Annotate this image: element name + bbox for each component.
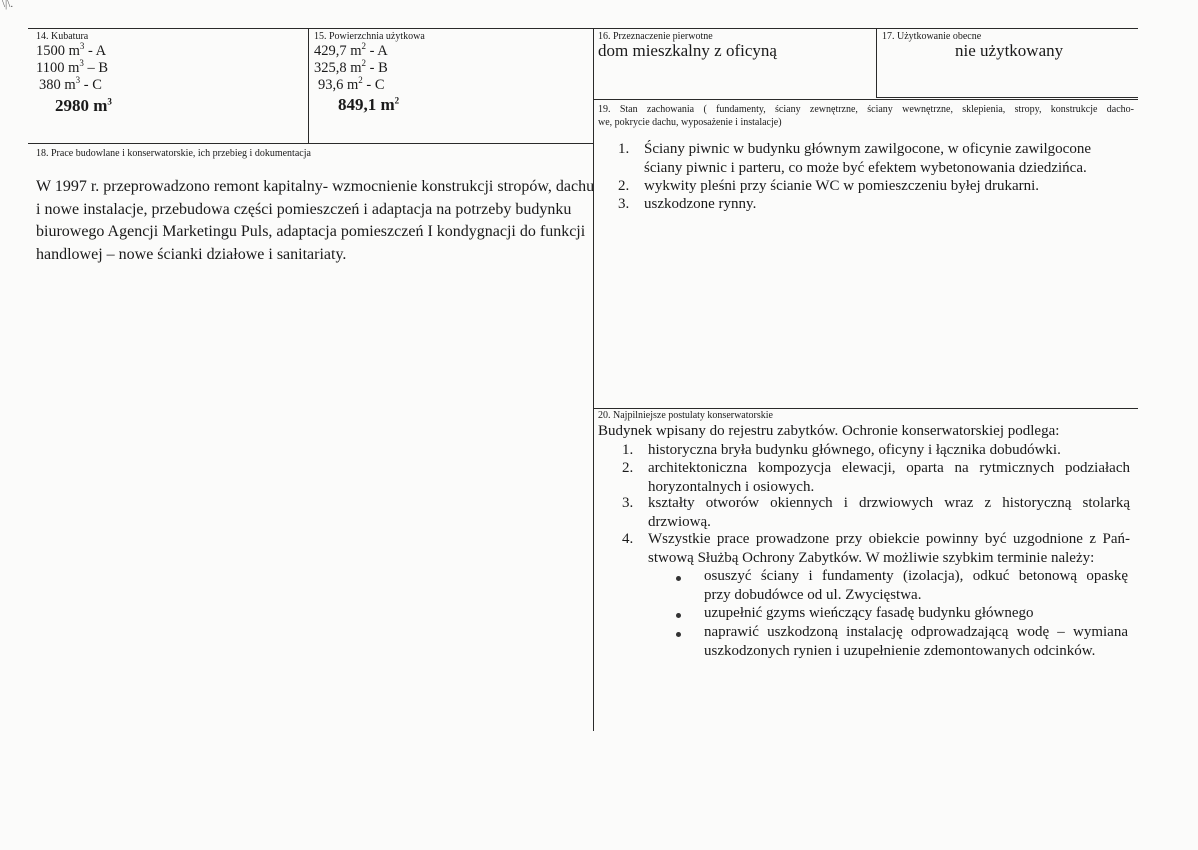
- field-17-value: nie użytkowany: [955, 41, 1064, 60]
- center-divider: [593, 28, 594, 731]
- divider-14-15: [308, 28, 309, 143]
- field-15-label: 15. Powierzchnia użytkowa: [314, 31, 425, 42]
- field-19-label: 19. Stan zachowania ( fundamenty, ściany zewnętrzne, ściany wewnętrzne, sklepienia, stropy, konstrukcje dacho- we, pokrycie dachu, wyposażenie i instalacje): [598, 104, 1134, 128]
- bullet-dot-3: [676, 632, 681, 637]
- field-17-label: 17. Użytkowanie obecne: [882, 31, 982, 42]
- divider-16-17: [876, 28, 877, 98]
- field-16-label: 16. Przeznaczenie pierwotne: [598, 31, 713, 42]
- rule-19-top: [593, 99, 1138, 100]
- f20-item-3: 3. kształty otworów okiennych i drzwiowych wraz z historyczną stolarką drzwiową.: [622, 495, 1130, 530]
- f15-total: 849,1 $m^2$: [338, 95, 400, 114]
- field-16-value: dom mieszkalny z oficyną: [598, 41, 777, 60]
- f20-intro: Budynek wpisany do rejestru zabytków. Ochronie konserwatorskiej podlega:: [598, 423, 1060, 439]
- f20-item-4: 4. Wszystkie prace prowadzone przy obiekcie powinny być uzgodnione z Pań- stwową Służbą Ochrony Zabytków. W możliwie szybkim terminie należy:: [622, 531, 1130, 566]
- field-18-text: W 1997 r. przeprowadzono remont kapitalny- wzmocnienie konstrukcji stropów, dachu i nowe instalacje, przebudowa części pomieszczeń i adaptacja na potrzeby budynku biurowego Agencji Marketingu Puls, adaptacja pomieszczeń I kondygnacji do funkcji handlowej – nowe ścianki działowe i sanitariaty.: [36, 178, 595, 263]
- f20-item-1: 1. historyczna bryła budynku głównego, oficyny i łącznika dobudówki.: [622, 442, 1061, 458]
- f19-item-2: 2. wykwity pleśni przy ścianie WC w pomieszczeniu byłej drukarni.: [618, 178, 1040, 194]
- f19-item-3: 3. uszkodzone rynny.: [618, 196, 757, 212]
- rule-18-top: [28, 143, 593, 144]
- f14-row-2: 1100 $m^3$ – B: [36, 58, 109, 76]
- f14-row-1: 1500 $m^3$ - A: [36, 41, 107, 59]
- f14-row-3: 380 $m^3$ - C: [39, 75, 102, 93]
- f20-bullet-3: naprawić uszkodzoną instalację odprowadzającą wodę – wymiana uszkodzonych rynien i uzupełnienie zdemontowanych odcinków.: [704, 624, 1128, 659]
- field-18-label: 18. Prace budowlane i konserwatorskie, ich przebieg i dokumentacja: [36, 148, 311, 159]
- corner-mark: \|\.: [2, 0, 14, 10]
- f20-item-2: 2. architektoniczna kompozycja elewacji, oparta na rytmicznych podziałach horyzontalnych i osiowych.: [622, 460, 1130, 495]
- top-rule: [28, 28, 1138, 29]
- field-14-label: 14. Kubatura: [36, 31, 89, 42]
- f15-row-2: 325,8 $m^2$ - B: [314, 58, 388, 76]
- f19-item-1: 1. Ściany piwnic w budynku głównym zawilgocone, w oficynie zawilgocone ściany piwnic i parteru, co może być efektem wybetonowania dziedzińca.: [618, 141, 1091, 176]
- f14-total: 2980 $m^3$: [55, 96, 112, 115]
- f15-row-3: 93,6 $m^2$ - C: [318, 75, 385, 93]
- rule-20-top: [593, 408, 1138, 409]
- f15-row-1: 429,7 $m^2$ - A: [314, 41, 388, 59]
- bullet-dot-2: [676, 613, 681, 618]
- f20-bullet-2: uzupełnić gzyms wieńczący fasadę budynku głównego: [704, 605, 1034, 621]
- f20-bullet-1: osuszyć ściany i fundamenty (izolacja), odkuć betonową opaskę przy dobudówce od ul. Zwycięstwa.: [704, 568, 1128, 603]
- rule-17-bottom: [876, 97, 1138, 98]
- bullet-dot-1: [676, 576, 681, 581]
- field-20-label: 20. Najpilniejsze postulaty konserwatorskie: [598, 410, 773, 421]
